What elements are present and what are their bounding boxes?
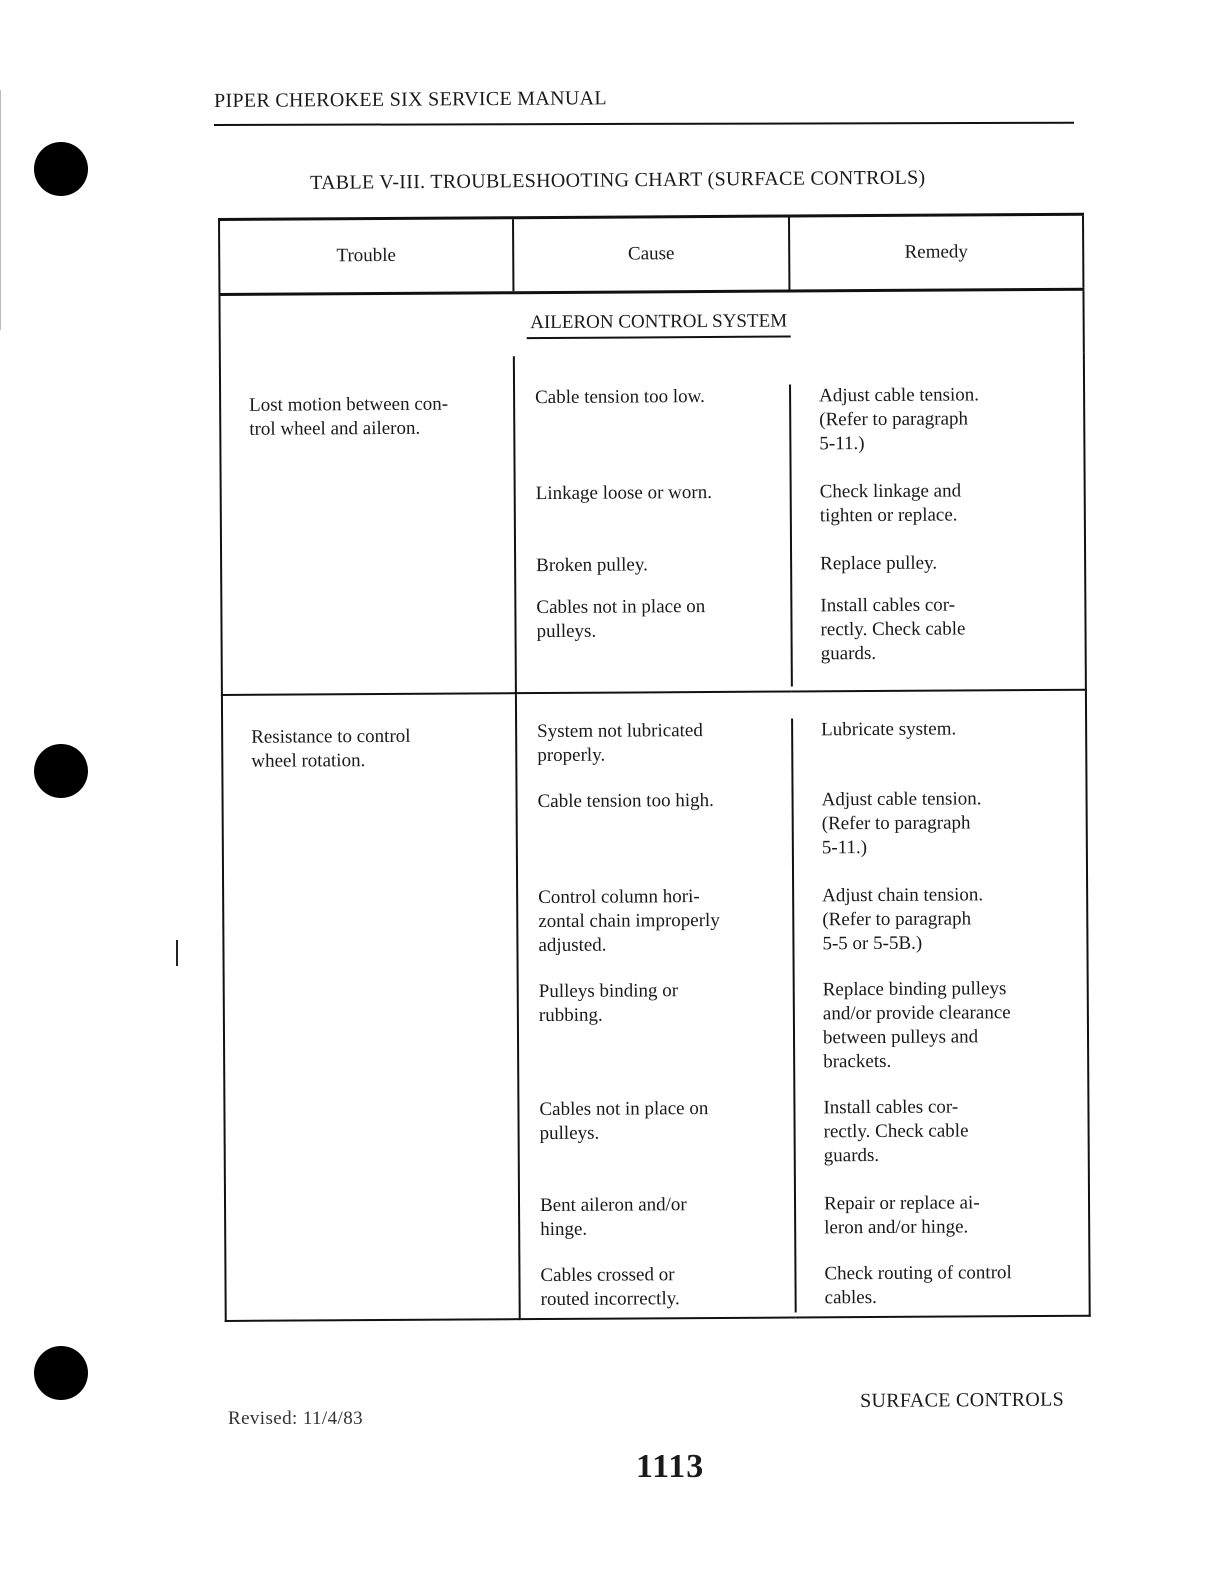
remedy-text: Repair or replace ai- leron and/or hinge. [823, 1192, 980, 1239]
table-caption: TABLE V-III. TROUBLESHOOTING CHART (SURFACE CONTROLS) [310, 166, 926, 194]
remedy-text: Install cables cor- rectly. Check cable guards. [823, 1096, 969, 1167]
trouble-cell [222, 693, 520, 1321]
cause-cell [516, 481, 792, 555]
revision-date: Revised: 11/4/83 [228, 1408, 363, 1429]
cause-remedy-pair [516, 479, 1086, 554]
header-rule [214, 122, 1074, 126]
remedy-cell [795, 1095, 1090, 1193]
cause-text: Bent aileron and/or hinge. [539, 1194, 687, 1241]
trouble-cell [220, 356, 516, 695]
cause-remedy-pair [518, 787, 1089, 886]
remedy-cell [793, 717, 1087, 789]
cause-remedy-pair [517, 717, 1087, 790]
cause-cell [520, 1192, 796, 1264]
cause-text: Linkage loose or worn. [535, 481, 712, 505]
cause-cell [519, 1096, 796, 1194]
page-edge-mark [0, 90, 1, 330]
revision-bar [176, 940, 178, 966]
trouble-text: Lost motion between con- trol wheel and aileron. [249, 393, 449, 440]
table-row [222, 690, 1090, 1321]
cause-text: Cables not in place on pulleys. [539, 1098, 709, 1145]
section-row [219, 289, 1083, 358]
remedy-cell [795, 977, 1090, 1097]
cause-cell [518, 884, 795, 980]
cause-text: Cables not in place on pulleys. [536, 596, 706, 643]
remedy-text: Adjust cable tension. (Refer to paragraph 5-11.) [819, 384, 980, 455]
cause-text: Control column hori- zontal chain improperly adjusted. [538, 886, 720, 957]
remedy-cell [794, 883, 1089, 979]
cause-remedy-cell [516, 690, 1090, 1319]
remedy-cell [791, 383, 1086, 481]
cause-text: Broken pulley. [536, 554, 648, 577]
remedy-cell [793, 787, 1088, 885]
remedy-text: Lubricate system. [821, 718, 957, 741]
cause-cell [516, 552, 792, 596]
running-header-title: PIPER CHEROKEE SIX SERVICE MANUAL [214, 87, 607, 112]
footer-section-name: SURFACE CONTROLS [860, 1388, 1065, 1412]
section-cell [219, 289, 1083, 358]
cause-text: Cables crossed or routed incorrectly. [540, 1264, 680, 1311]
remedy-cell [792, 479, 1086, 553]
remedy-cell [792, 593, 1087, 687]
table-row [220, 353, 1086, 695]
remedy-cell [796, 1261, 1090, 1313]
trouble-text: Resistance to control wheel rotation. [251, 725, 411, 772]
remedy-text: Install cables cor- rectly. Check cable guards. [820, 594, 966, 665]
cause-text: System not lubricated properly. [537, 720, 703, 767]
remedy-text: Check linkage and tighten or replace. [819, 480, 962, 527]
cause-remedy-pair [516, 593, 1087, 688]
remedy-cell [792, 551, 1086, 595]
column-header-cause: Cause [513, 216, 789, 293]
remedy-text: Adjust cable tension. (Refer to paragraph 5-11.) [821, 788, 982, 859]
cause-remedy-pair [520, 1261, 1090, 1314]
troubleshooting-table [218, 213, 1091, 1322]
cause-text: Pulleys binding or rubbing. [538, 980, 679, 1027]
cause-remedy-pair [516, 551, 1086, 596]
binder-punch-hole-middle [34, 744, 88, 798]
cause-remedy-pair [519, 977, 1090, 1098]
table-header-row [219, 214, 1083, 294]
column-header-remedy: Remedy [789, 214, 1083, 291]
troubleshooting-table-container [218, 213, 1089, 1328]
binder-punch-hole-bottom [34, 1346, 88, 1400]
cause-text: Cable tension too high. [537, 789, 714, 813]
cause-remedy-pair [518, 883, 1089, 980]
cause-cell [520, 1262, 796, 1314]
cause-cell [519, 978, 796, 1098]
remedy-text: Adjust chain tension. (Refer to paragraph 5-5 or 5-5B.) [822, 884, 984, 955]
remedy-text: Replace binding pulleys and/or provide clearance between pulleys and brackets. [822, 978, 1011, 1073]
page-number: 1113 [636, 1448, 705, 1485]
remedy-text: Replace pulley. [820, 552, 938, 575]
cause-remedy-pair [515, 383, 1086, 482]
remedy-cell [796, 1191, 1090, 1263]
binder-punch-hole-top [34, 142, 88, 196]
section-title: AILERON CONTROL SYSTEM [526, 310, 791, 340]
cause-remedy-pair [519, 1095, 1090, 1194]
cause-remedy-cell [514, 353, 1086, 693]
cause-cell [516, 594, 793, 688]
remedy-text: Check routing of control cables. [824, 1262, 1012, 1309]
cause-cell [518, 788, 795, 886]
cause-cell [517, 718, 793, 790]
cause-cell [515, 385, 792, 483]
cause-remedy-pair [520, 1191, 1090, 1264]
cause-text: Cable tension too low. [535, 386, 705, 409]
column-header-trouble: Trouble [219, 218, 513, 295]
